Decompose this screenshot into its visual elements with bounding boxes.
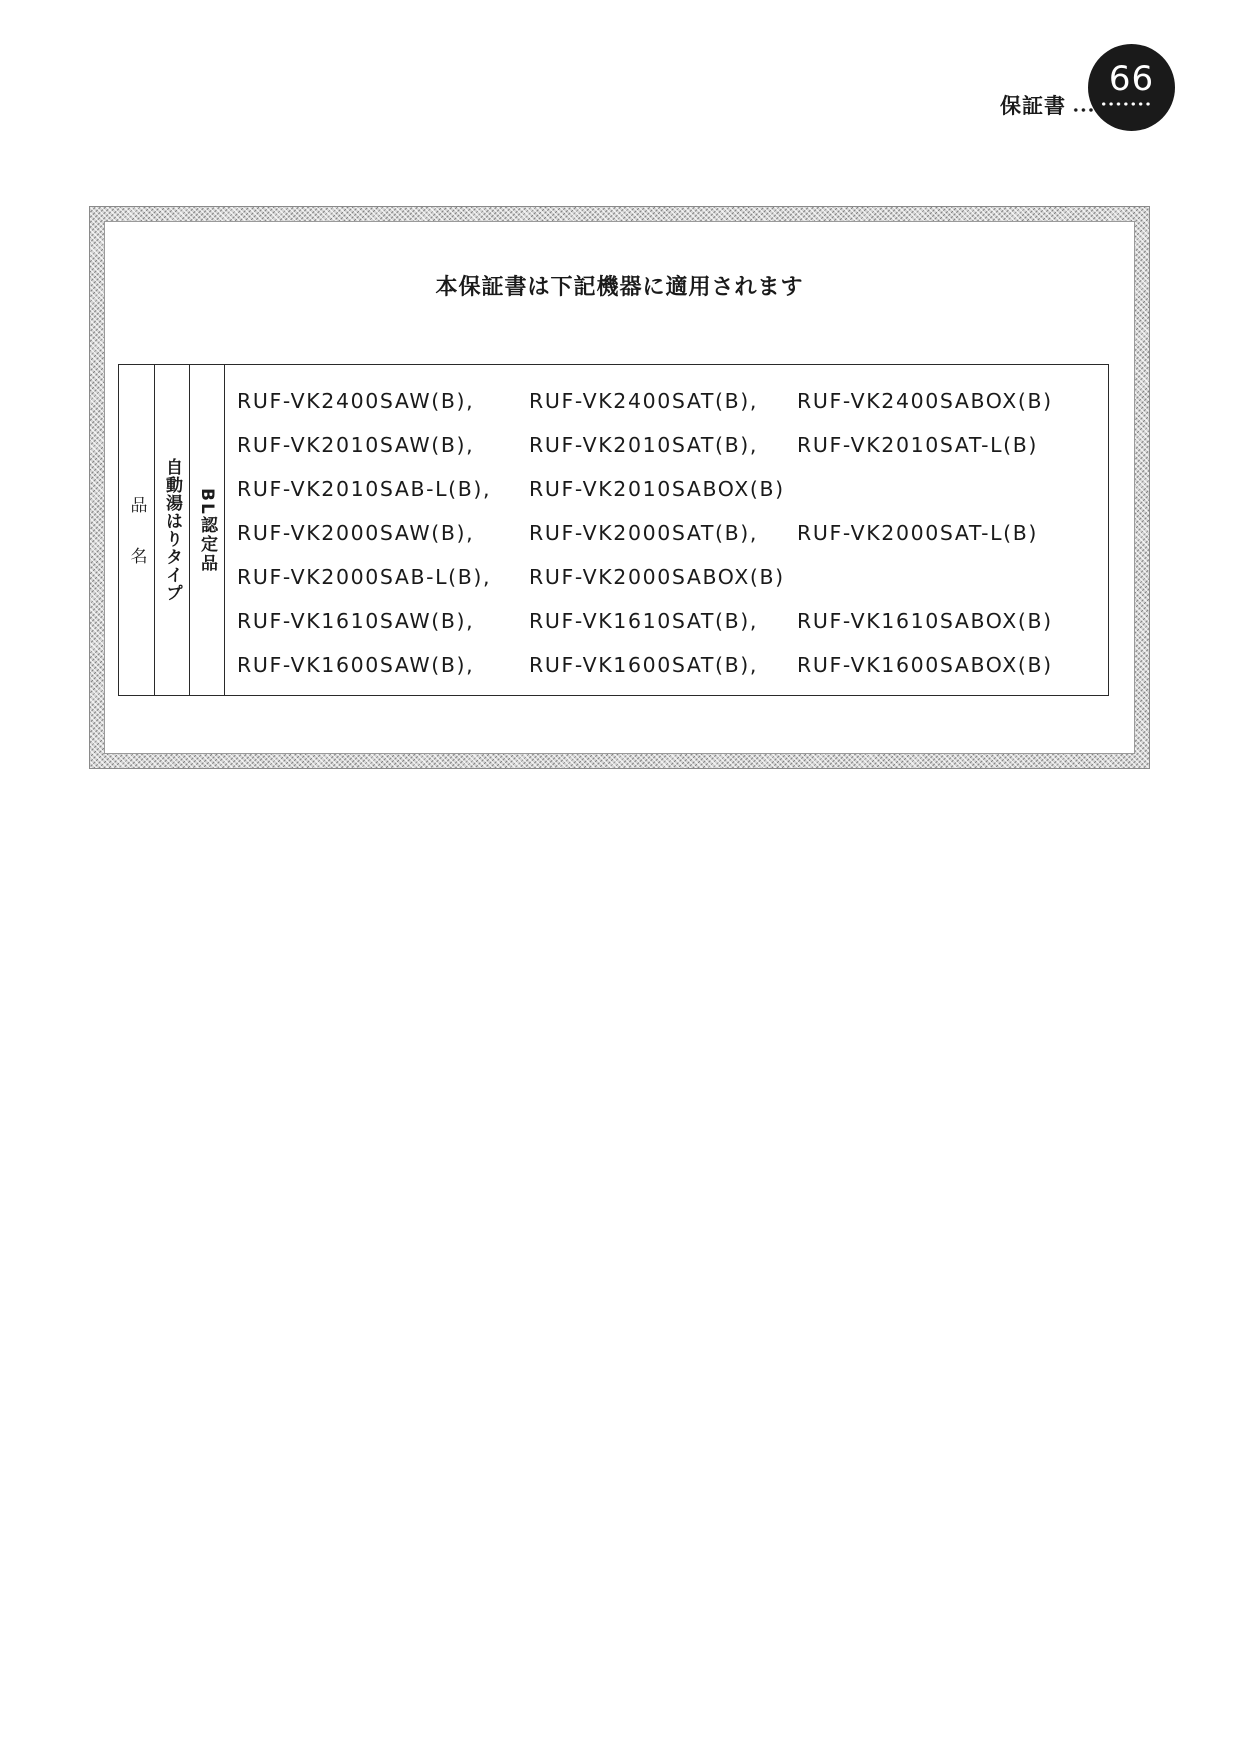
- product-name-label: 品名: [126, 496, 147, 598]
- model-table: [118, 364, 1109, 696]
- certification-cell: [190, 365, 225, 695]
- model-name: RUF-VK1610SAT(B),: [529, 609, 758, 633]
- type-label: 自動湯はりタイプ: [162, 458, 182, 602]
- model-row: [237, 423, 1108, 467]
- model-name: RUF-VK2000SAW(B),: [237, 521, 475, 545]
- product-name-cell: [119, 365, 155, 695]
- model-row: [237, 511, 1108, 555]
- badge-dot-leader: [1100, 102, 1150, 106]
- page-number-badge: [1088, 44, 1175, 131]
- model-name: RUF-VK2400SAW(B),: [237, 389, 475, 413]
- model-name: RUF-VK2010SAW(B),: [237, 433, 475, 457]
- model-name: RUF-VK1600SAT(B),: [529, 653, 758, 677]
- model-name: RUF-VK1610SABOX(B): [797, 609, 1053, 633]
- model-row: [237, 555, 1108, 599]
- model-name: RUF-VK1600SABOX(B): [797, 653, 1053, 677]
- model-name: RUF-VK2400SAT(B),: [529, 389, 758, 413]
- model-name: RUF-VK2010SABOX(B): [529, 477, 785, 501]
- model-name: RUF-VK2000SAT(B),: [529, 521, 758, 545]
- certification-label: BL認定品: [197, 487, 217, 573]
- model-list: [225, 365, 1108, 695]
- section-label: 保証書: [1000, 94, 1066, 118]
- model-name: RUF-VK2000SAB-L(B),: [237, 565, 492, 589]
- model-name: RUF-VK1610SAW(B),: [237, 609, 475, 633]
- certificate-title: 本保証書は下記機器に適用されます: [435, 275, 804, 300]
- model-name: RUF-VK2010SAT-L(B): [797, 433, 1039, 457]
- model-name: RUF-VK2400SABOX(B): [797, 389, 1053, 413]
- page-number: 66: [1108, 59, 1155, 99]
- model-row: [237, 599, 1108, 643]
- model-row: [237, 467, 1108, 511]
- model-name: RUF-VK2000SAT-L(B): [797, 521, 1039, 545]
- model-name: RUF-VK2010SAB-L(B),: [237, 477, 492, 501]
- model-name: RUF-VK2000SABOX(B): [529, 565, 785, 589]
- type-cell: [155, 365, 190, 695]
- model-name: RUF-VK1600SAW(B),: [237, 653, 475, 677]
- model-row: [237, 379, 1108, 423]
- model-row: [237, 643, 1108, 687]
- model-name: RUF-VK2010SAT(B),: [529, 433, 758, 457]
